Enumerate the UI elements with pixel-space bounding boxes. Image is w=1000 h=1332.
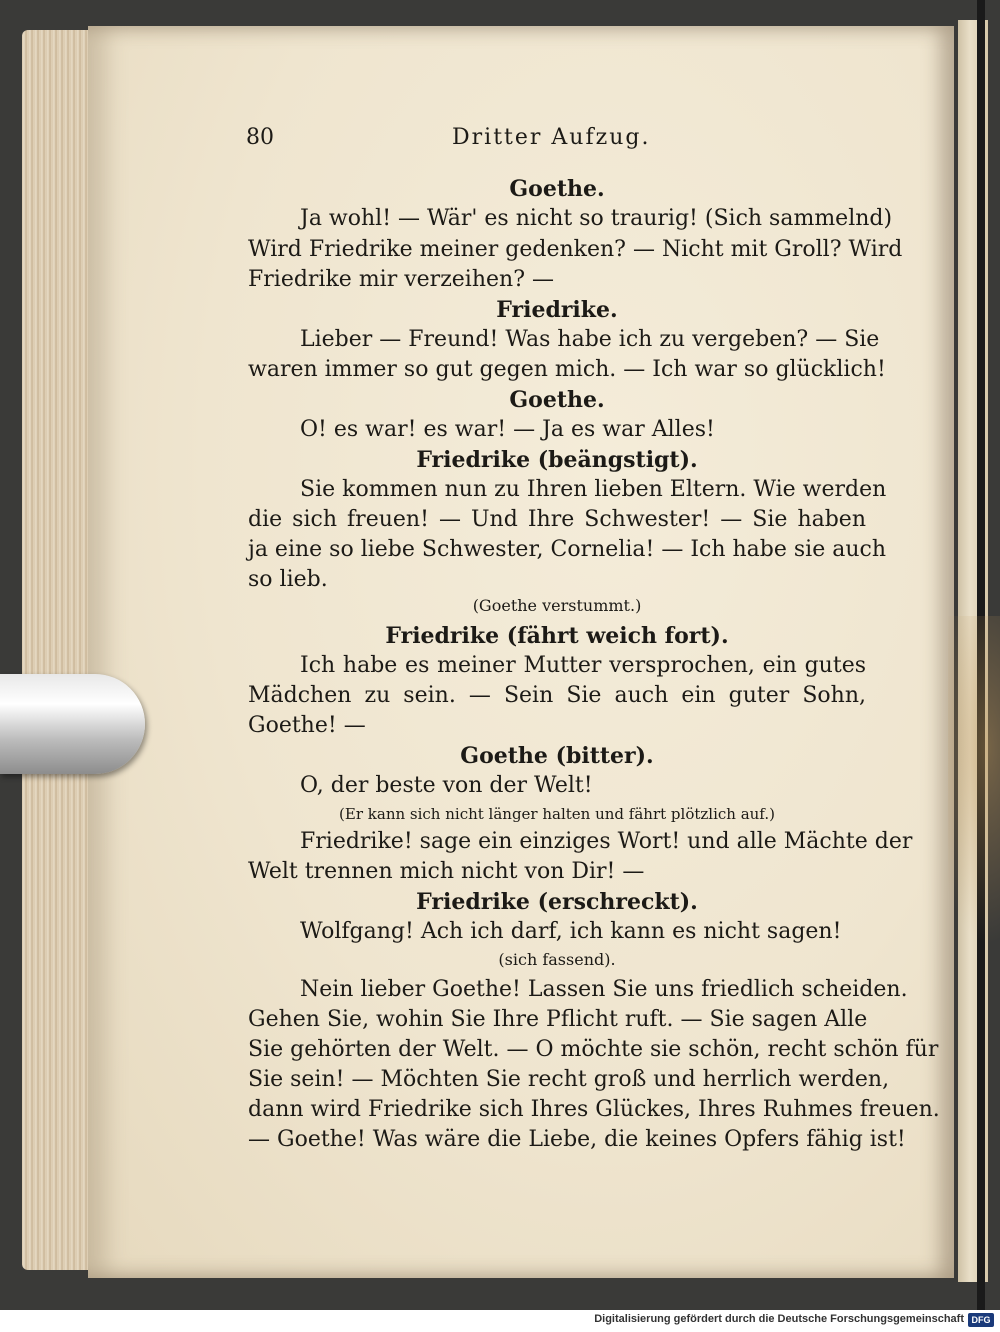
text-line: Gehen Sie, wohin Sie Ihre Pflicht ruft. — Sie sagen Alle [248,1007,868,1032]
funding-credit: Digitalisierung gefördert durch die Deutsche Forschungsgemeinschaft [594,1313,964,1325]
text-line: Friedrike! sage ein einziges Wort! und alle Mächte der [300,829,913,854]
water-stain [948,616,1000,946]
speaker-goethe: Goethe. [509,176,605,202]
speaker-goethe: Goethe (bitter). [460,743,654,769]
text-line: ja eine so liebe Schwester, Cornelia! — Ich habe sie auch [248,537,886,562]
speaker-friedrike: Friedrike. [496,297,618,323]
text-line: Goethe! — [248,713,366,738]
text-line: Sie sein! — Möchten Sie recht groß und herrlich werden, [248,1067,890,1092]
text-line: Nein lieber Goethe! Lassen Sie uns friedlich scheiden. [300,977,908,1002]
text-line: Wird Friedrike meiner gedenken? — Nicht mit Groll? Wird [248,237,903,262]
stage-direction: (sich fassend). [498,950,616,969]
page-number: 80 [246,125,274,150]
text-line: Welt trennen mich nicht von Dir! — [248,859,645,884]
dfg-logo-icon: DFG [968,1313,994,1327]
speaker-friedrike: Friedrike (fährt weich fort). [385,623,729,649]
stage-direction: (Er kann sich nicht länger halten und fährt plötzlich auf.) [339,805,775,823]
speaker-goethe: Goethe. [509,387,605,413]
text-line: die sich freuen! — Und Ihre Schwester! — Sie haben [248,507,866,532]
text-line: Friedrike mir verzeihen? — [248,267,554,292]
text-line: Ja wohl! — Wär' es nicht so traurig! (Sich sammelnd) [300,206,893,231]
text-line: — Goethe! Was wäre die Liebe, die keines Opfers fähig ist! [248,1127,906,1152]
text-line: waren immer so gut gegen mich. — Ich war so glücklich! [248,357,886,382]
text-line: so lieb. [248,567,328,592]
text-line: O! es war! es war! — Ja es war Alles! [300,417,715,442]
text-line: Mädchen zu sein. — Sein Sie auch ein guter Sohn, [248,683,866,708]
stage-direction: (Goethe verstummt.) [472,596,642,615]
text-line: Sie gehörten der Welt. — O möchte sie schön, recht schön für [248,1037,939,1062]
footer-bar [0,1310,1000,1332]
text-line: Wolfgang! Ach ich darf, ich kann es nicht sagen! [300,919,842,944]
page-holder-clip [0,674,145,774]
text-line: Lieber — Freund! Was habe ich zu vergeben? — Sie [300,327,880,352]
text-line: Ich habe es meiner Mutter versprochen, ein gutes [300,653,866,678]
running-title: Dritter Aufzug. [452,125,651,150]
speaker-friedrike: Friedrike (erschreckt). [416,889,698,915]
text-line: Sie kommen nun zu Ihren lieben Eltern. Wie werden [300,477,887,502]
text-line: O, der beste von der Welt! [300,773,593,798]
speaker-friedrike: Friedrike (beängstigt). [416,447,698,473]
text-line: dann wird Friedrike sich Ihres Glückes, Ihres Ruhmes freuen. [248,1097,940,1122]
page-edges [22,30,92,1270]
